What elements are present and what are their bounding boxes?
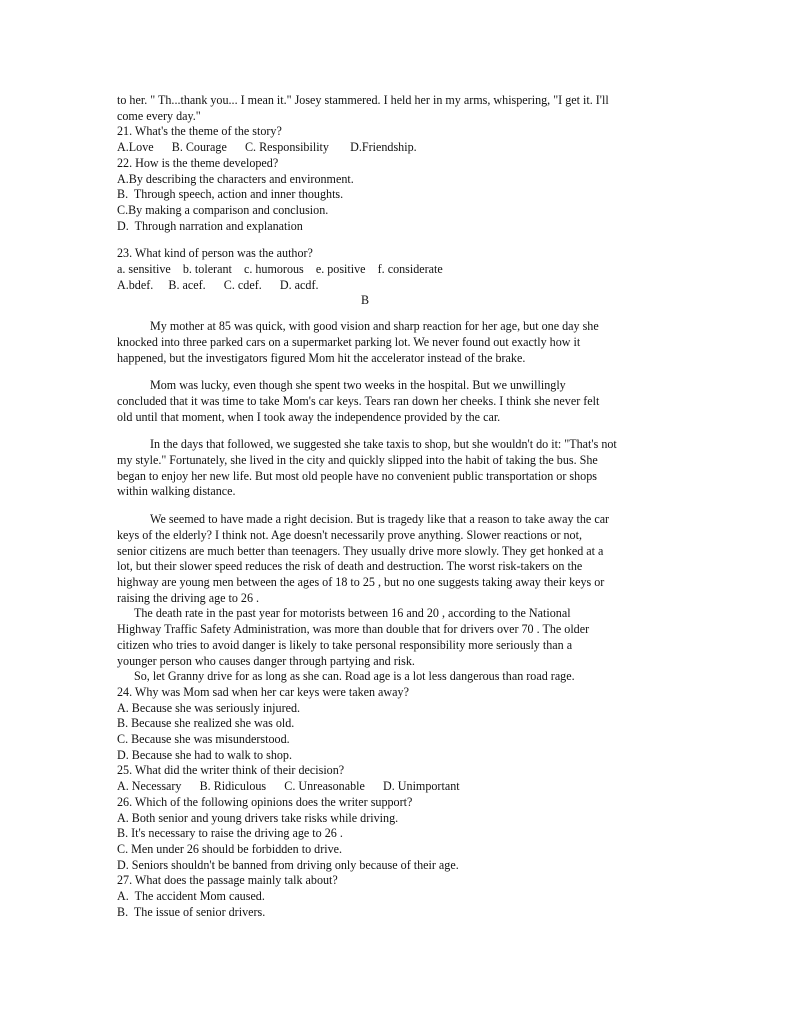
question-21 xyxy=(117,124,679,155)
text-line: In the days that followed, we suggested she take taxis to shop, but she wouldn't do it: "That's not xyxy=(150,437,617,452)
option-a: A.By describing the characters and environment. xyxy=(117,171,354,186)
paragraph xyxy=(117,378,679,425)
paragraph xyxy=(117,512,679,606)
text-line: my style." Fortunately, she lived in the city and quickly slipped into the habit of taking the bus. She xyxy=(117,453,598,468)
paragraph xyxy=(117,669,679,685)
text-line: Highway Traffic Safety Administration, was more than double that for drivers over 70 . The older xyxy=(117,622,590,637)
section-label: B xyxy=(361,293,370,308)
option-b: B. Because she realized she was old. xyxy=(117,716,295,731)
paragraph xyxy=(117,437,679,500)
text-line: within walking distance. xyxy=(117,484,236,499)
option-a: A. Because she was seriously injured. xyxy=(117,700,301,715)
text-line: younger person who causes danger through partying and risk. xyxy=(117,653,415,668)
spacer xyxy=(117,234,679,246)
question-stem: 27. What does the passage mainly talk about? xyxy=(117,873,338,888)
text-line: My mother at 85 was quick, with good vision and sharp reaction for her age, but one day she xyxy=(150,319,599,334)
option-d: D. Because she had to walk to shop. xyxy=(117,747,292,762)
option-b: B. Through speech, action and inner thoughts. xyxy=(117,187,344,202)
answer-options: A.Love B. Courage C. Responsibility D.Friendship. xyxy=(117,140,417,155)
text-line: keys of the elderly? I think not. Age doesn't necessarily prove anything. Slower reactions or not, xyxy=(117,527,582,542)
question-25 xyxy=(117,763,679,794)
question-stem: 23. What kind of person was the author? xyxy=(117,246,313,261)
text-line: concluded that it was time to take Mom's car keys. Tears ran down her cheeks. I think she never felt xyxy=(117,393,600,408)
answer-options: A.bdef. B. acef. C. cdef. D. acdf. xyxy=(117,277,319,292)
answer-options: A. Necessary B. Ridiculous C. Unreasonable D. Unimportant xyxy=(117,779,460,794)
spacer xyxy=(117,500,679,512)
spacer xyxy=(117,425,679,437)
spacer xyxy=(117,366,679,378)
text-line: We seemed to have made a right decision. But is tragedy like that a reason to take away the car xyxy=(150,512,610,527)
text-line: highway are young men between the ages of 18 to 25 , but no one suggests taking away their keys or xyxy=(117,574,605,589)
text-line: raising the driving age to 26 . xyxy=(117,590,260,605)
question-24 xyxy=(117,685,679,764)
text-line: citizen who tries to avoid danger is likely to take personal responsibility more seriously than a xyxy=(117,637,573,652)
question-stem: 25. What did the writer think of their decision? xyxy=(117,763,345,778)
text-line: So, let Granny drive for as long as she can. Road age is a lot less dangerous than road rage. xyxy=(134,669,575,684)
question-23 xyxy=(117,246,679,293)
paragraph xyxy=(117,319,679,366)
option-b: B. The issue of senior drivers. xyxy=(117,904,266,919)
option-b: B. It's necessary to raise the driving age to 26 . xyxy=(117,826,343,841)
spacer xyxy=(117,309,679,319)
question-27 xyxy=(117,873,679,920)
option-d: D. Seniors shouldn't be banned from driving only because of their age. xyxy=(117,857,459,872)
document-page xyxy=(117,93,679,920)
question-stem: 24. Why was Mom sad when her car keys were taken away? xyxy=(117,684,409,699)
trait-list: a. sensitive b. tolerant c. humorous e. positive f. considerate xyxy=(117,262,443,277)
option-c: C. Because she was misunderstood. xyxy=(117,732,290,747)
question-stem: 22. How is the theme developed? xyxy=(117,155,279,170)
question-stem: 26. Which of the following opinions does the writer support? xyxy=(117,794,413,809)
text-line: senior citizens are much better than teenagers. They usually drive more slowly. They get honked at a xyxy=(117,543,604,558)
question-stem: 21. What's the theme of the story? xyxy=(117,124,282,139)
option-d: D. Through narration and explanation xyxy=(117,218,303,233)
text-line: come every day." xyxy=(117,108,201,123)
text-line: began to enjoy her new life. But most old people have no convenient public transportation or shops xyxy=(117,468,597,483)
passage-b xyxy=(117,319,679,685)
option-a: A. The accident Mom caused. xyxy=(117,889,265,904)
text-line: happened, but the investigators figured Mom hit the accelerator instead of the brake. xyxy=(117,350,526,365)
story-a-ending xyxy=(117,93,679,124)
text-line: Mom was lucky, even though she spent two weeks in the hospital. But we unwillingly xyxy=(150,378,566,393)
question-26 xyxy=(117,795,679,874)
option-a: A. Both senior and young drivers take risks while driving. xyxy=(117,810,399,825)
text-line: old until that moment, when I took away the independence provided by the car. xyxy=(117,409,501,424)
text-line: knocked into three parked cars on a supermarket parking lot. We never found out exactly how it xyxy=(117,334,581,349)
text-line: to her. " Th...thank you... I mean it." Josey stammered. I held her in my arms, whispering, "I get it. I'll xyxy=(117,93,609,107)
question-22 xyxy=(117,156,679,235)
paragraph xyxy=(117,606,679,669)
option-c: C.By making a comparison and conclusion. xyxy=(117,202,329,217)
option-c: C. Men under 26 should be forbidden to drive. xyxy=(117,841,343,856)
text-line: The death rate in the past year for motorists between 16 and 20 , according to the National xyxy=(134,606,571,621)
text-line: lot, but their slower speed reduces the risk of death and destruction. The worst risk-takers on the xyxy=(117,559,583,574)
